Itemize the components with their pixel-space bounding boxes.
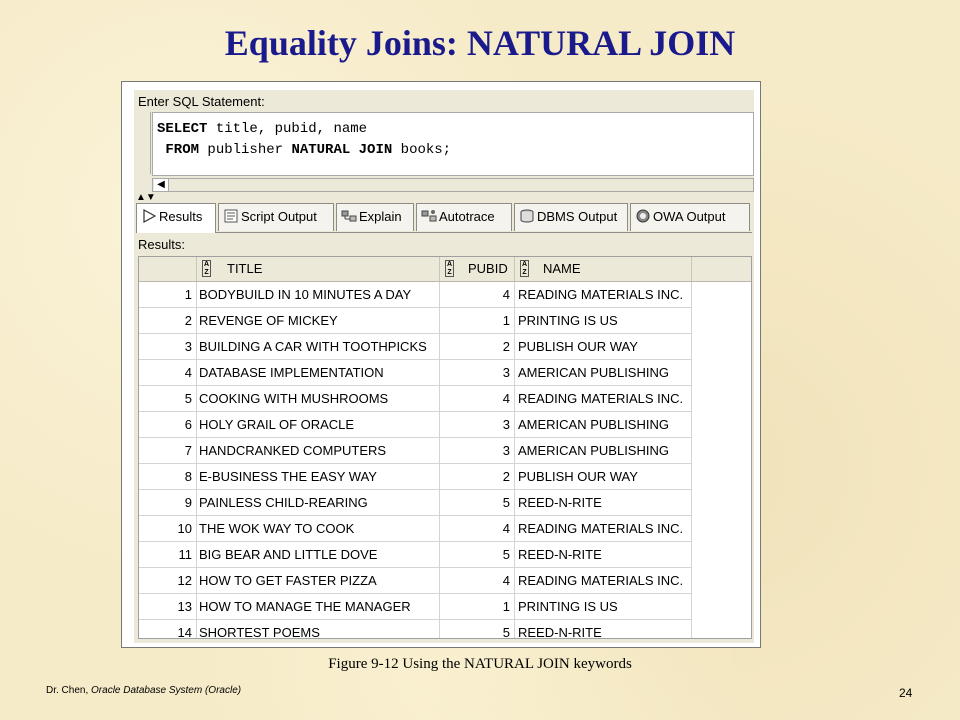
title-cell[interactable]: BUILDING A CAR WITH TOOTHPICKS (197, 334, 440, 360)
name-cell[interactable]: REED-N-RITE (515, 490, 692, 516)
name-cell[interactable]: AMERICAN PUBLISHING (515, 438, 692, 464)
tab-results[interactable] (136, 203, 216, 233)
header-title-label: TITLE (227, 261, 263, 276)
tab-script-output[interactable] (218, 203, 334, 231)
output-tabs (136, 203, 754, 233)
table-row[interactable] (139, 334, 751, 360)
explain-icon (341, 206, 357, 220)
sql-statement-label: Enter SQL Statement: (138, 94, 265, 109)
sql-line-1 (157, 119, 753, 140)
sql-developer-window (134, 90, 754, 643)
screenshot-frame (121, 81, 761, 648)
table-row[interactable] (139, 412, 751, 438)
pubid-cell[interactable]: 4 (440, 386, 515, 412)
owa-icon (635, 206, 651, 220)
tab-results-label: Results (159, 209, 203, 224)
table-row[interactable] (139, 308, 751, 334)
pubid-cell[interactable]: 3 (440, 360, 515, 386)
tab-autotrace[interactable] (416, 203, 512, 231)
run-icon (141, 206, 157, 220)
name-cell[interactable]: READING MATERIALS INC. (515, 282, 692, 308)
title-cell[interactable]: BIG BEAR AND LITTLE DOVE (197, 542, 440, 568)
sql-text: title, pubid, name (207, 121, 368, 137)
slide-title: Equality Joins: NATURAL JOIN (224, 23, 736, 63)
tab-dbms-output[interactable] (514, 203, 628, 231)
header-rownum (139, 257, 197, 281)
tab-owa-output[interactable] (630, 203, 750, 231)
title-cell[interactable]: HOLY GRAIL OF ORACLE (197, 412, 440, 438)
footer-course: Oracle Database System (Oracle) (91, 685, 242, 696)
autotrace-icon (421, 206, 437, 220)
pubid-cell[interactable]: 4 (440, 282, 515, 308)
pubid-cell[interactable]: 4 (440, 516, 515, 542)
table-row[interactable] (139, 542, 751, 568)
editor-gutter (136, 112, 151, 174)
header-name[interactable] (515, 257, 692, 281)
table-row[interactable] (139, 594, 751, 620)
row-number-cell[interactable]: 3 (139, 334, 197, 360)
name-cell[interactable]: PUBLISH OUR WAY (515, 464, 692, 490)
pubid-cell[interactable]: 1 (440, 308, 515, 334)
sql-line-2 (157, 140, 753, 161)
row-number-cell[interactable]: 11 (139, 542, 197, 568)
name-cell[interactable]: READING MATERIALS INC. (515, 516, 692, 542)
sql-keyword: NATURAL JOIN (291, 142, 393, 158)
pubid-cell[interactable]: 2 (440, 334, 515, 360)
name-cell[interactable]: PRINTING IS US (515, 308, 692, 334)
pubid-cell[interactable]: 3 (440, 412, 515, 438)
sql-keyword: FROM (165, 142, 200, 158)
title-cell[interactable]: HOW TO GET FASTER PIZZA (197, 568, 440, 594)
table-row[interactable] (139, 282, 751, 308)
row-number-cell[interactable]: 13 (139, 594, 197, 620)
page-number: 24 (899, 686, 913, 700)
sort-az-icon[interactable]: A Z (203, 261, 210, 276)
row-number-cell[interactable]: 4 (139, 360, 197, 386)
table-row[interactable] (139, 386, 751, 412)
table-row[interactable] (139, 360, 751, 386)
name-cell[interactable]: READING MATERIALS INC. (515, 386, 692, 412)
tab-autotrace-label: Autotrace (439, 209, 495, 224)
name-cell[interactable]: READING MATERIALS INC. (515, 568, 692, 594)
sort-az-icon[interactable]: A Z (446, 261, 453, 276)
row-number-cell[interactable]: 6 (139, 412, 197, 438)
table-row[interactable] (139, 620, 751, 639)
pubid-cell[interactable]: 5 (440, 490, 515, 516)
header-title[interactable] (197, 257, 440, 281)
row-number-cell[interactable]: 5 (139, 386, 197, 412)
splitter-arrows-icon[interactable]: ▲▼ (136, 192, 156, 203)
sql-keyword: SELECT (157, 121, 208, 137)
title-cell[interactable]: DATABASE IMPLEMENTATION (197, 360, 440, 386)
tab-explain[interactable] (336, 203, 414, 231)
results-label: Results: (138, 237, 185, 252)
title-cell[interactable]: PAINLESS CHILD-REARING (197, 490, 440, 516)
pubid-cell[interactable]: 1 (440, 594, 515, 620)
pubid-cell[interactable]: 2 (440, 464, 515, 490)
title-cell[interactable]: E-BUSINESS THE EASY WAY (197, 464, 440, 490)
title-cell[interactable]: HOW TO MANAGE THE MANAGER (197, 594, 440, 620)
grid-header (139, 257, 751, 282)
title-cell[interactable]: COOKING WITH MUSHROOMS (197, 386, 440, 412)
pubid-cell[interactable]: 3 (440, 438, 515, 464)
row-number-cell[interactable]: 14 (139, 620, 197, 639)
sql-editor[interactable] (152, 112, 754, 176)
tab-script-output-label: Script Output (241, 209, 317, 224)
row-number-cell[interactable]: 9 (139, 490, 197, 516)
title-cell[interactable]: SHORTEST POEMS (197, 620, 440, 639)
row-number-cell[interactable]: 10 (139, 516, 197, 542)
title-cell[interactable]: HANDCRANKED COMPUTERS (197, 438, 440, 464)
name-cell[interactable]: REED-N-RITE (515, 620, 692, 639)
footer-credit (46, 685, 241, 696)
name-cell[interactable]: PRINTING IS US (515, 594, 692, 620)
dbms-icon (519, 206, 535, 220)
sql-text: publisher (199, 142, 292, 158)
results-grid (138, 256, 752, 639)
sort-az-icon[interactable]: A Z (521, 261, 528, 276)
figure-caption: Figure 9-12 Using the NATURAL JOIN keywords (328, 656, 632, 672)
sql-text: books; (392, 142, 452, 158)
table-row[interactable] (139, 516, 751, 542)
name-cell[interactable]: AMERICAN PUBLISHING (515, 412, 692, 438)
name-cell[interactable]: AMERICAN PUBLISHING (515, 360, 692, 386)
script-icon (223, 206, 239, 220)
table-row[interactable] (139, 438, 751, 464)
tab-owa-output-label: OWA Output (653, 209, 726, 224)
pubid-cell[interactable]: 4 (440, 568, 515, 594)
header-pubid[interactable] (440, 257, 515, 281)
row-number-cell[interactable]: 8 (139, 464, 197, 490)
row-number-cell[interactable]: 2 (139, 308, 197, 334)
title-cell[interactable]: THE WOK WAY TO COOK (197, 516, 440, 542)
title-cell[interactable]: BODYBUILD IN 10 MINUTES A DAY (197, 282, 440, 308)
header-name-label: NAME (543, 261, 581, 276)
tab-explain-label: Explain (359, 209, 402, 224)
row-number-cell[interactable]: 12 (139, 568, 197, 594)
title-cell[interactable]: REVENGE OF MICKEY (197, 308, 440, 334)
table-row[interactable] (139, 490, 751, 516)
scroll-left-arrow-icon[interactable]: ◀ (154, 179, 169, 191)
header-pubid-label: PUBID (468, 261, 508, 276)
tab-dbms-output-label: DBMS Output (537, 209, 618, 224)
row-number-cell[interactable]: 1 (139, 282, 197, 308)
pubid-cell[interactable]: 5 (440, 542, 515, 568)
name-cell[interactable]: REED-N-RITE (515, 542, 692, 568)
editor-horizontal-scrollbar[interactable] (152, 178, 754, 192)
name-cell[interactable]: PUBLISH OUR WAY (515, 334, 692, 360)
pubid-cell[interactable]: 5 (440, 620, 515, 639)
footer-author: Dr. Chen, (46, 685, 89, 696)
tab-divider (136, 232, 752, 233)
row-number-cell[interactable]: 7 (139, 438, 197, 464)
table-row[interactable] (139, 464, 751, 490)
table-row[interactable] (139, 568, 751, 594)
